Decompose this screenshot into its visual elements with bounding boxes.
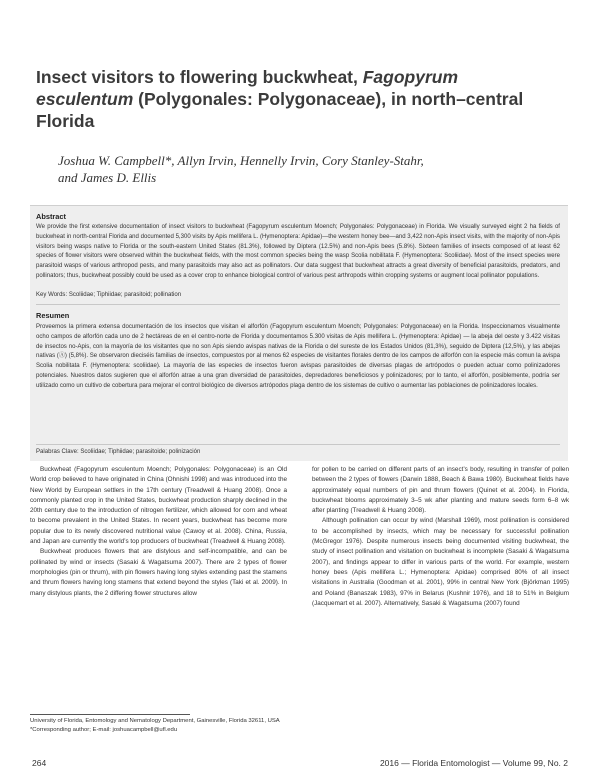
authors-line-1: Joshua W. Campbell*, Allyn Irvin, Hennelly Irvin, Cory Stanley-Stahr,	[58, 153, 424, 168]
page-number: 264	[32, 758, 47, 768]
title-part-1: Insect visitors to flowering buckwheat,	[36, 67, 363, 87]
abstract-divider	[36, 304, 560, 305]
journal-footer: 2016 — Florida Entomologist — Volume 99, No. 2	[379, 758, 568, 768]
title-species: Fagopyrum esculentum	[36, 67, 459, 109]
resumen-divider	[36, 444, 560, 445]
body-paragraph: for pollen to be carried on different parts of an insect’s body, resulting in transfer of pollen between the 2 types of flowers (Darwin 1888, Beach & Bawa 1980). Buckwheat fields have approximately equal numbers of pin and thrum flowers (Quinet et al. 2004). In Florida, buckwheat blooms approximately 3–5 wk after planting and mature seeds form 6–8 wk after planting (Treadwell & Huang 2008).	[312, 466, 569, 515]
body-paragraph: Although pollination can occur by wind (Marshall 1969), most pollination is considered to be accomplished by insects, which may be necessary for successful pollination (McGregor 1976). Despite numerous insects being documented visiting buckwheat, the study of insect pollination and visitation on buckwheat is incomplete (Sasaki & Wagatsuma 2007), and findings appear to differ in various parts of the world. For example, western honey bees (Apis mellifera L.; Hymenoptera: Apidae) comprised 80% of all insect visitations in Australia (Goodman et al. 2001), 99% in central New York (Björkman 1995) and Poland (Banaszak 1983), 97% in Belarus (Kushnir 1976), and 18 to 51% in Belgium (Jacquemart et al. 2007). Alternatively, Sasaki & Wagatsuma (2007) found	[312, 517, 569, 607]
resumen-text: Proveemos la primera extensa documentación de los insectos que visitan el alforfón (Fagopyrum esculentum Moench; Polygonales: Polygonaceae) en la Florida. Inspeccionamos visualmente ocho campos de alforfón cada uno de 2 hectáreas de en el centro-norte de Florida y documentamos 5.300 visitas de Apis mellifera L. (Hymenoptera: Apidae) — la abeja del oeste y 3.422 visitas de insectos no-Apis, con la mayoría de los visitantes que no son Apis siendo avispas nativas de la Florida o del sureste de los Estados Unidos (81,3%), seguido de Diptera (12,5%), y las abejas nativas (Ⓐ) (5,8%). Se observaron dieciséis familias de insectos, compuestos por al menos 62 especies de visitantes florales dentro de los campos de alforfón con la especie más comun la avispa Scolia nobilitata F. (Hymenoptera: scoliidae). La mayoría de las especies de insectos fueron avispas parasitoides de diversas plagas de artrópodos o pueden actuar como polinizadores potenciales. Nuestros datos sugieren que el alforfón atrae a una gran diversidad de parasitoides, depredadores beneficiosos y polinizadores; por lo tanto, el alforfón, posiblemente, podría ser utilizado como un cultivo de cobertura para mejorar el control biológico de diversos artrópodos plaga dentro de los sistemas de cultivo o aumentar las poblaciones de polinizadores locales.	[36, 324, 560, 389]
footnote-rule	[30, 714, 190, 715]
body-paragraph: Buckwheat (Fagopyrum esculentum Moench; Polygonales: Polygonaceae) is an Old World crop believed to have originated in China (Ohnishi 1998) and was introduced into the New World by European settlers in the 17th century (Treadwell & Huang 2008). Once a commonly planted crop in the United States, buckwheat production sharply declined in the 20th century due to the introduction of nitrogen fertilizer, which allowed for corn and wheat to become prevalent in the United States. In recent years, buckwheat has become more popular due to its newly discovered nutritional value (Cawoy et al. 2008). China, Russia, and Japan are currently the world’s top producers of buckwheat (Treadwell & Huang 2008).	[30, 466, 287, 546]
body-paragraph: Buckwheat produces flowers that are distylous and self-incompatible, and can be pollinated by wind or insects (Sasaki & Wagatsuma 2007). There are 2 types of flower morphologies (pin or thrum), with pin flowers having long styles extending past the stamens and thrum flowers having long stamens that extend beyond the styles (Taki et al. 2009). In many distylous plants, the 2 differing flower structures allow	[30, 548, 287, 597]
abstract-keywords: Key Words: Scoliidae; Tiphiidae; parasitoid; pollination	[36, 292, 182, 298]
authors-line-2: and James D. Ellis	[58, 170, 157, 185]
footnote	[30, 717, 430, 735]
resumen-heading: Resumen	[36, 311, 70, 320]
footnote-affiliation: University of Florida, Entomology and Nematology Department, Gainesville, Florida 32611, USA	[30, 718, 280, 724]
author-list	[58, 152, 558, 186]
body-column-left	[30, 465, 287, 599]
abstract-text: We provide the first extensive documentation of insect visitors to buckwheat (Fagopyrum esculentum Moench; Polygonales: Polygonaceae) in Florida. We visually surveyed eight 2 ha fields of buckwheat in north-central Florida and documented 5,300 visits by Apis mellifera L. (Hymenoptera: Apidae)—the western honey bee—and 3,422 non-Apis insect visits, with the majority of non-Apis visitors being wasps native to Florida or the south-eastern United States (81.3%), followed by Diptera (12.5%) and non-Apis bees (5.8%). Sixteen families of insects composed of at least 62 species of flower visitors were observed within the buckwheat fields, with the most common species being the wasp Scolia nobilitata F. (Hymenoptera: Scoliidae). Most of the insect species were parasitoid wasps of various arthropod pests, and many parasitoids may also act as pollinators. Our data suggest that buckwheat attracts a great diversity of beneficial parasitoids, predators, and pollinators; thus, buckwheat possibly could be used as a cover crop to enhance biological control of various pest arthropods within cropping systems or augment local pollinator populations.	[36, 224, 560, 279]
footnote-corresponding: *Corresponding author; E-mail: joshuacampbell@ufl.edu	[30, 727, 178, 733]
abstract-heading: Abstract	[36, 212, 66, 221]
body-column-right	[312, 465, 569, 609]
abstract-box	[30, 205, 568, 461]
article-title	[36, 66, 556, 132]
title-part-2: (Polygonales: Polygonaceae), in north–central Florida	[36, 89, 524, 131]
resumen-keywords: Palabras Clave: Scoliidae; Tiphiidae; parasitoide; polinización	[36, 449, 201, 455]
